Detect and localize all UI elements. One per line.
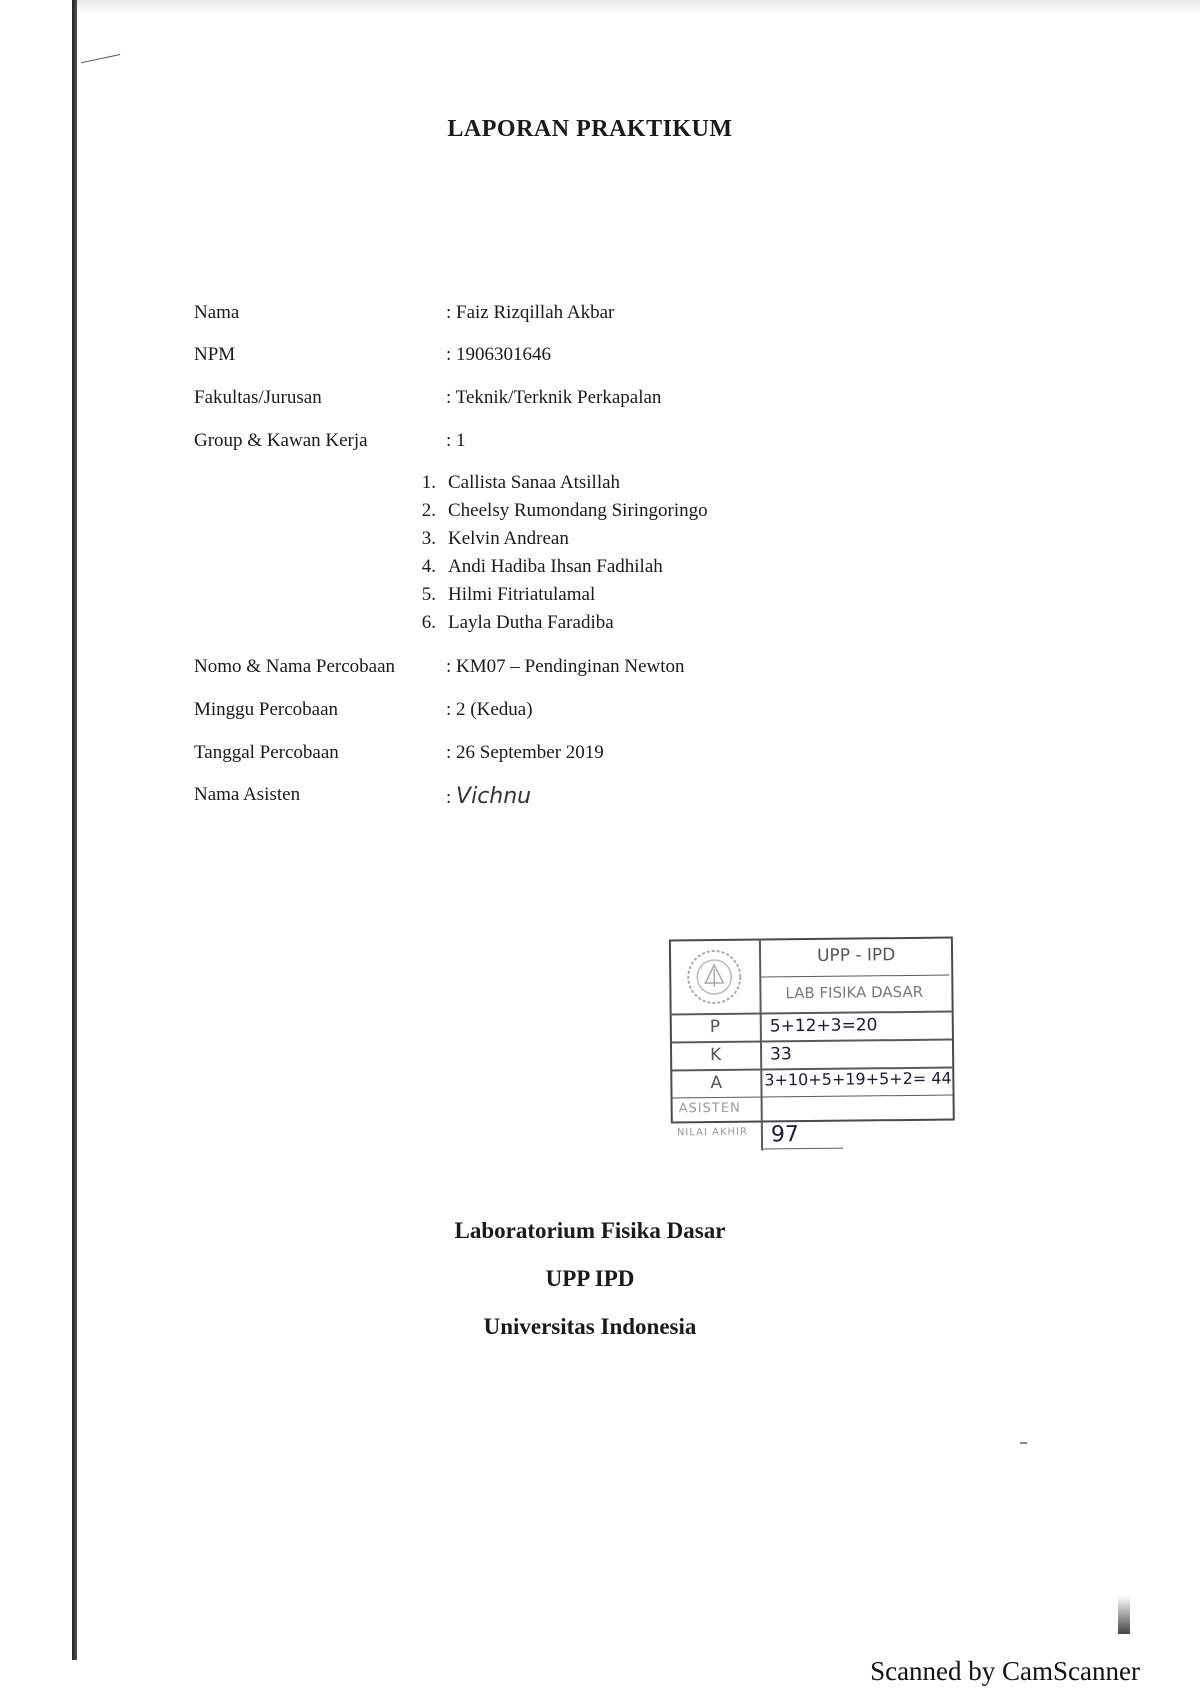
stamp-header-1: UPP - IPD — [816, 945, 896, 966]
field-label: Nama — [194, 302, 240, 323]
field-label: Nomo & Nama Percobaan — [194, 656, 396, 677]
member-number: 3. — [421, 528, 436, 549]
member-name: Cheelsy Rumondang Siringoringo — [448, 500, 708, 521]
footer-lab: Laboratorium Fisika Dasar — [454, 1218, 726, 1243]
field-value: : 1 — [446, 430, 466, 451]
field-value — [446, 784, 531, 809]
member-name: Layla Dutha Faradiba — [448, 612, 614, 633]
stamp-label-nilai: NILAI AKHIR — [676, 1126, 748, 1139]
field-value: : Teknik/Terknik Perkapalan — [446, 387, 662, 408]
field-label: Minggu Percobaan — [194, 699, 339, 720]
field-label: NPM — [194, 344, 236, 365]
field-label: Tanggal Percobaan — [194, 742, 339, 763]
footer-upp: UPP IPD — [545, 1266, 635, 1291]
handwritten-asisten: Vichnu — [456, 784, 532, 809]
member-number: 6. — [421, 612, 436, 633]
stamp-header-2: LAB FISIKA DASAR — [785, 982, 924, 1003]
member-name: Callista Sanaa Atsillah — [448, 472, 621, 493]
footer-university: Universitas Indonesia — [483, 1314, 697, 1339]
stamp-label-p: P — [709, 1016, 721, 1038]
field-value: : 1906301646 — [446, 344, 552, 365]
member-number: 2. — [421, 500, 436, 521]
field-label: Group & Kawan Kerja — [194, 430, 368, 451]
stamp-label-a: A — [710, 1072, 723, 1094]
scan-top-shadow — [77, 0, 1200, 14]
camscanner-watermark: Scanned by CamScanner — [870, 1656, 1140, 1686]
member-name: Hilmi Fitriatulamal — [448, 584, 596, 605]
report-title: LAPORAN PRAKTIKUM — [447, 116, 733, 142]
stamp-label-asisten: ASISTEN — [678, 1100, 741, 1117]
university-seal-icon — [683, 947, 746, 1008]
field-value: : 26 September 2019 — [446, 742, 604, 763]
stamp-value-k: 33 — [769, 1044, 792, 1065]
lab-stamp — [669, 937, 955, 1154]
member-name: Kelvin Andrean — [448, 528, 569, 549]
scan-speck — [1020, 1442, 1027, 1444]
stamp-value-p: 5+12+3=20 — [769, 1015, 878, 1037]
stamp-value-nilai: 97 — [770, 1122, 800, 1148]
field-value: : KM07 – Pendinginan Newton — [446, 656, 685, 677]
stamp-value-a: 3+10+5+19+5+2= 44 — [764, 1068, 952, 1090]
member-number: 4. — [421, 556, 436, 577]
stamp-label-k: K — [709, 1044, 722, 1066]
member-number: 1. — [421, 472, 436, 493]
stamp-line — [763, 1148, 843, 1150]
member-name: Andi Hadiba Ihsan Fadhilah — [448, 556, 663, 577]
scan-left-edge — [72, 0, 77, 1660]
field-label: Fakultas/Jurusan — [194, 387, 322, 408]
field-value: : Faiz Rizqillah Akbar — [446, 302, 615, 323]
scan-corner-mark — [81, 54, 123, 77]
field-value: : 2 (Kedua) — [446, 699, 533, 720]
member-number: 5. — [421, 584, 436, 605]
scan-speck — [1118, 1596, 1130, 1634]
field-colon: : — [446, 787, 452, 808]
field-label: Nama Asisten — [194, 784, 301, 805]
